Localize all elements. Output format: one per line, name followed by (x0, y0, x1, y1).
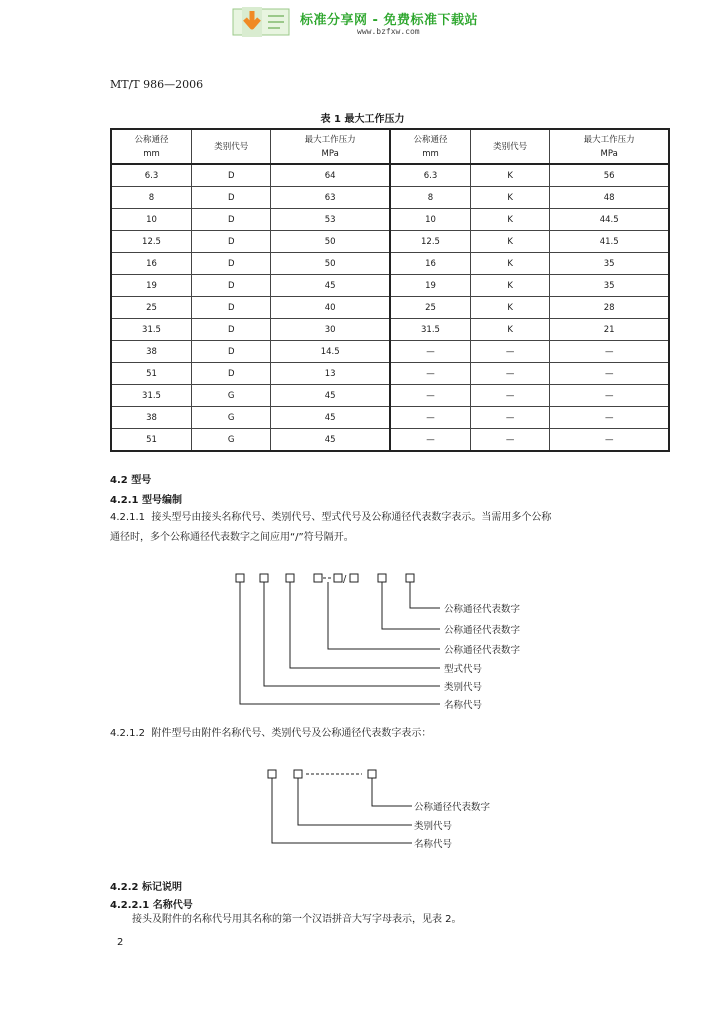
table-cell: 6.3 (390, 164, 471, 187)
table-cell: K (470, 319, 549, 341)
diagram1-label-type-code: 型式代号 (444, 664, 483, 675)
table-cell: K (470, 164, 549, 187)
table-row (111, 187, 669, 209)
table-cell: D (192, 319, 271, 341)
table-cell: — (550, 407, 669, 429)
table-cell: 14.5 (271, 341, 390, 363)
header-category-code: 类别代号 (470, 129, 549, 164)
table-cell: 6.3 (111, 164, 192, 187)
table-cell: — (390, 429, 471, 452)
table-cell: 31.5 (111, 319, 192, 341)
table-cell: 10 (390, 209, 471, 231)
table-cell: D (192, 275, 271, 297)
table-row (111, 275, 669, 297)
table-cell: G (192, 385, 271, 407)
table-cell: — (550, 341, 669, 363)
table-cell: — (390, 385, 471, 407)
section-4-2-2-1-paragraph: 接头及附件的名称代号用其名称的第一个汉语拼音大写字母表示，见表 2。 (132, 914, 462, 925)
diagram1-label-diameter-3: 公称通径代表数字 (444, 604, 521, 615)
table-caption: 表 1 最大工作压力 (320, 114, 405, 125)
table-cell: 12.5 (390, 231, 471, 253)
diagram1-label-diameter-2: 公称通径代表数字 (444, 625, 521, 636)
table-cell: — (550, 363, 669, 385)
table-cell: D (192, 363, 271, 385)
table-cell: K (470, 275, 549, 297)
joint-model-diagram (230, 568, 440, 708)
table-cell: 38 (111, 407, 192, 429)
diagram2-label-name-code: 名称代号 (414, 839, 453, 850)
table-cell: D (192, 231, 271, 253)
table-row (111, 253, 669, 275)
table-cell: 35 (550, 253, 669, 275)
table-cell: 16 (111, 253, 192, 275)
table-cell: 28 (550, 297, 669, 319)
table-cell: 45 (271, 385, 390, 407)
section-4-2-heading: 4.2 型号 (110, 475, 152, 486)
table-cell: 51 (111, 363, 192, 385)
table-header-row (111, 129, 669, 164)
table-cell: — (470, 407, 549, 429)
table-cell: G (192, 407, 271, 429)
svg-text:/: / (343, 574, 347, 585)
table-cell: — (390, 407, 471, 429)
table-cell: 41.5 (550, 231, 669, 253)
accessory-model-diagram (262, 764, 412, 850)
table-row (111, 164, 669, 187)
table-cell: — (470, 429, 549, 452)
table-cell: D (192, 341, 271, 363)
table-cell: 48 (550, 187, 669, 209)
table-cell: D (192, 253, 271, 275)
header-category-code: 类别代号 (192, 129, 271, 164)
table-cell: 25 (390, 297, 471, 319)
table-row (111, 363, 669, 385)
header-nominal-diameter: 公称通径 mm (390, 129, 471, 164)
table-cell: — (550, 429, 669, 452)
table-cell: 63 (271, 187, 390, 209)
section-4-2-2-heading: 4.2.2 标记说明 (110, 882, 182, 893)
table-cell: 30 (271, 319, 390, 341)
page-number: 2 (117, 937, 124, 948)
table-cell: 10 (111, 209, 192, 231)
table-cell: 64 (271, 164, 390, 187)
table-cell: K (470, 187, 549, 209)
table-cell: 44.5 (550, 209, 669, 231)
table-cell: 45 (271, 275, 390, 297)
table-cell: 19 (390, 275, 471, 297)
table-cell: 31.5 (390, 319, 471, 341)
table-cell: G (192, 429, 271, 452)
table-cell: K (470, 297, 549, 319)
table-cell: 19 (111, 275, 192, 297)
table-row (111, 385, 669, 407)
table-cell: — (550, 385, 669, 407)
table-cell: — (390, 341, 471, 363)
banner-url[interactable]: www.bzfxw.com (357, 27, 420, 36)
table-cell: 50 (271, 231, 390, 253)
section-4-2-1-heading: 4.2.1 型号编制 (110, 495, 182, 506)
header-max-pressure: 最大工作压力 MPa (271, 129, 390, 164)
table-cell: K (470, 231, 549, 253)
max-pressure-table (110, 128, 670, 452)
site-logo (232, 5, 296, 39)
diagram2-label-category-code: 类别代号 (414, 821, 453, 832)
table-row (111, 297, 669, 319)
diagram1-label-diameter-1: 公称通径代表数字 (444, 645, 521, 656)
table-cell: K (470, 253, 549, 275)
table-cell: 51 (111, 429, 192, 452)
table-row (111, 319, 669, 341)
table-cell: 16 (390, 253, 471, 275)
table-cell: 31.5 (111, 385, 192, 407)
table-cell: 12.5 (111, 231, 192, 253)
table-cell: 38 (111, 341, 192, 363)
diagram1-label-category-code: 类别代号 (444, 682, 483, 693)
table-cell: 56 (550, 164, 669, 187)
section-4-2-1-1-paragraph: 4.2.1.1 接头型号由接头名称代号、类别代号、型式代号及公称通径代表数字表示。当需用多个公称 通径时，多个公称通径代表数字之间应用“/”符号隔开。 (110, 512, 552, 543)
table-cell: — (470, 363, 549, 385)
section-4-2-2-1-heading: 4.2.2.1 名称代号 (110, 900, 193, 911)
table-cell: 45 (271, 407, 390, 429)
header-max-pressure: 最大工作压力 MPa (550, 129, 669, 164)
table-row (111, 407, 669, 429)
table-cell: 21 (550, 319, 669, 341)
table-cell: D (192, 297, 271, 319)
table-cell: 53 (271, 209, 390, 231)
table-cell: — (470, 385, 549, 407)
table-cell: 50 (271, 253, 390, 275)
standard-number: MT/T 986—2006 (110, 78, 204, 91)
table-cell: K (470, 209, 549, 231)
banner-title: 标准分享网 - 免费标准下载站 (300, 13, 478, 28)
table-cell: 40 (271, 297, 390, 319)
table-cell: D (192, 187, 271, 209)
table-cell: 35 (550, 275, 669, 297)
table-row (111, 429, 669, 452)
table-cell: — (470, 341, 549, 363)
table-cell: D (192, 164, 271, 187)
diagram1-label-name-code: 名称代号 (444, 700, 483, 711)
diagram2-label-diameter: 公称通径代表数字 (414, 802, 491, 813)
table-row (111, 231, 669, 253)
table-row (111, 209, 669, 231)
table-cell: 8 (111, 187, 192, 209)
table-cell: — (390, 363, 471, 385)
table-cell: 25 (111, 297, 192, 319)
table-cell: 8 (390, 187, 471, 209)
table-row (111, 341, 669, 363)
table-cell: 13 (271, 363, 390, 385)
table-cell: 45 (271, 429, 390, 452)
section-4-2-1-2-paragraph: 4.2.1.2 附件型号由附件名称代号、类别代号及公称通径代表数字表示： (110, 728, 432, 739)
table-cell: D (192, 209, 271, 231)
header-nominal-diameter: 公称通径 mm (111, 129, 192, 164)
